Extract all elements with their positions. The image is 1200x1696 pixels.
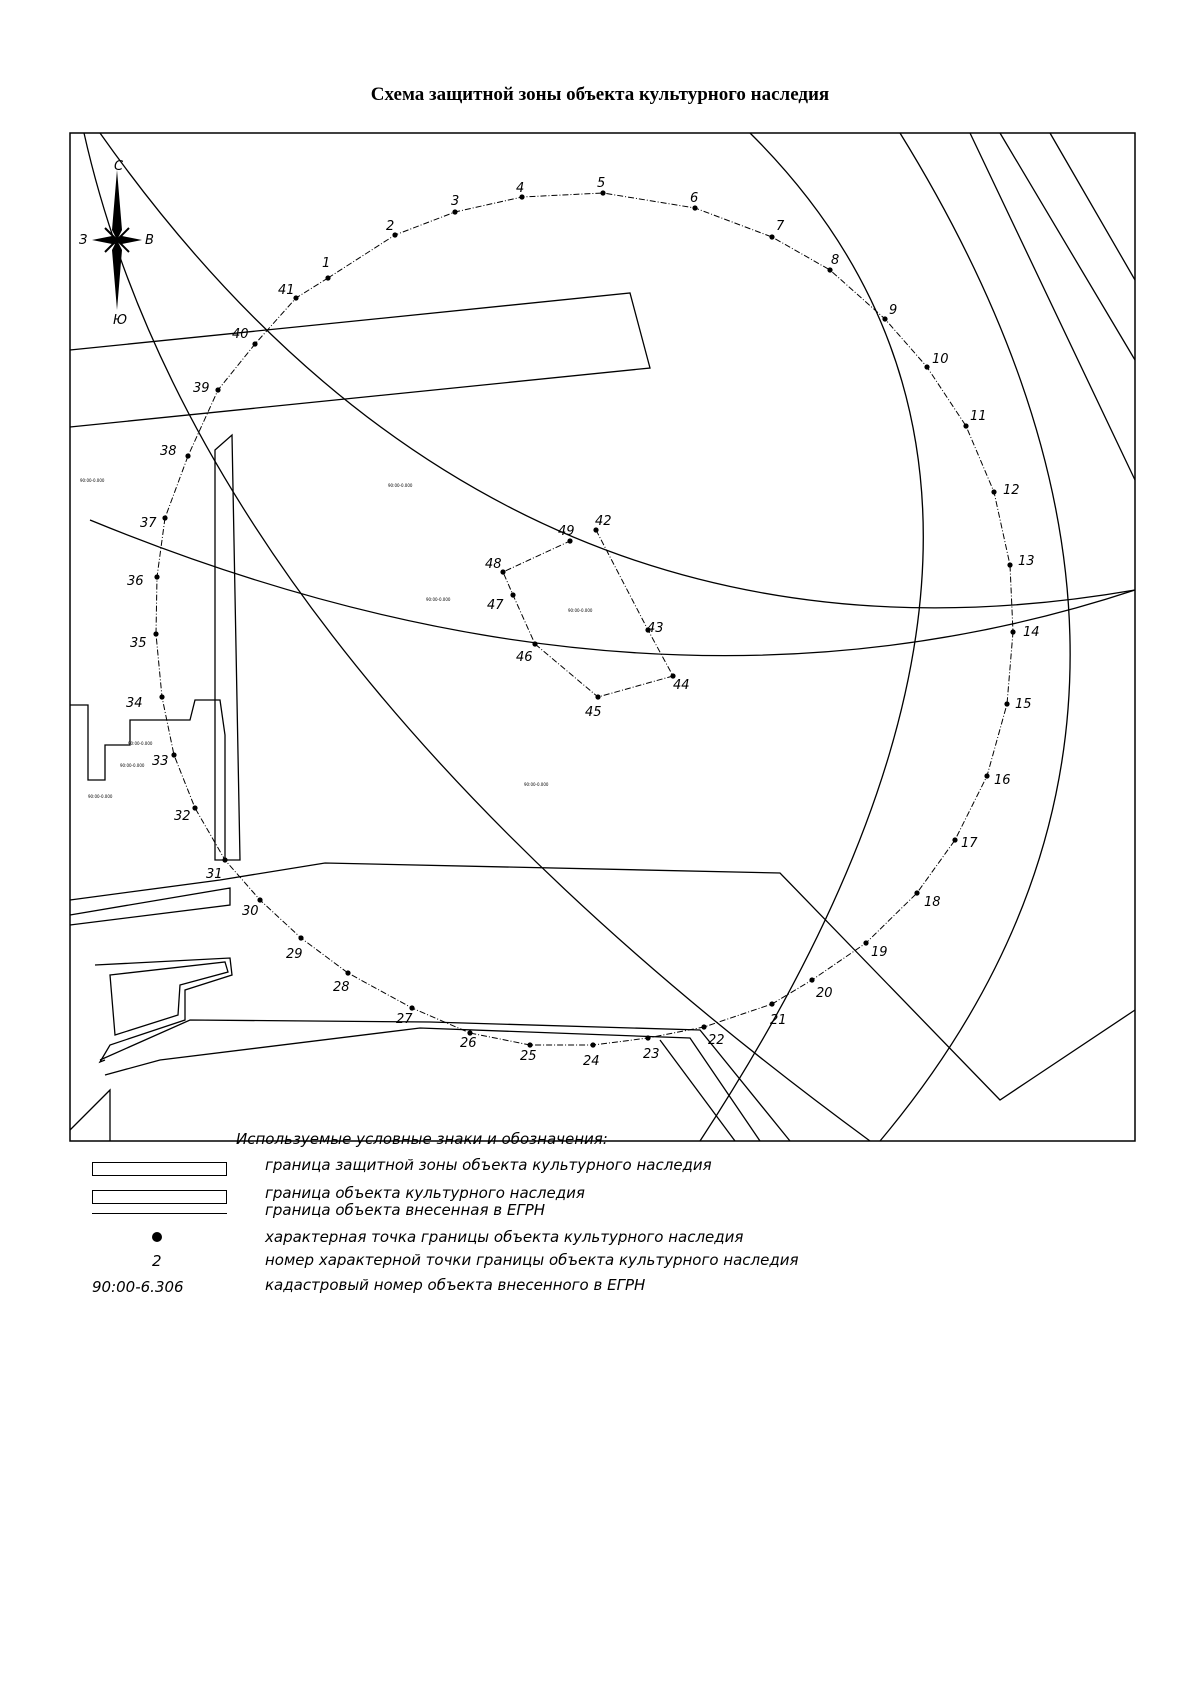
boundary-point-23 [645, 1035, 650, 1040]
point-label-23: 23 [643, 1047, 660, 1062]
point-label-7: 7 [776, 219, 785, 234]
boundary-point-12 [991, 489, 996, 494]
point-label-19: 19 [871, 945, 888, 960]
egrn-strip-lower [70, 888, 230, 925]
boundary-point-19 [863, 940, 868, 945]
point-label-20: 20 [816, 986, 833, 1001]
boundary-point-8 [827, 267, 832, 272]
point-label-4: 4 [516, 181, 525, 196]
boundary-point-16 [984, 773, 989, 778]
point-label-37: 37 [140, 516, 157, 531]
point-label-27: 27 [396, 1012, 413, 1027]
point-label-40: 40 [232, 327, 249, 342]
boundary-point-14 [1010, 629, 1015, 634]
legend-title: Используемые условные знаки и обозначения: [236, 1130, 608, 1148]
boundary-point-25 [527, 1042, 532, 1047]
boundary-point-49 [567, 538, 572, 543]
legend-label-number: номер характерной точки границы объекта культурного наследия [265, 1251, 799, 1269]
legend-symbol-zone [92, 1162, 227, 1176]
point-label-26: 26 [460, 1036, 477, 1051]
legend-label-zone: граница защитной зоны объекта культурного наследия [265, 1156, 712, 1174]
compass-rose-icon [79, 159, 154, 328]
point-label-24: 24 [583, 1054, 600, 1069]
boundary-point-39 [215, 387, 220, 392]
point-label-38: 38 [160, 444, 177, 459]
boundary-point-17 [952, 837, 957, 842]
point-label-1: 1 [322, 256, 331, 271]
point-label-14: 14 [1023, 625, 1040, 640]
legend-label-heritage: граница объекта культурного наследия [265, 1184, 585, 1202]
point-label-10: 10 [932, 352, 949, 367]
point-label-9: 9 [889, 303, 898, 318]
egrn-arc-5 [90, 520, 1135, 656]
boundary-point-6 [692, 205, 697, 210]
boundary-point-35 [153, 631, 158, 636]
boundary-point-3 [452, 209, 457, 214]
point-label-41: 41 [278, 283, 295, 298]
boundary-point-9 [882, 316, 887, 321]
point-label-35: 35 [130, 636, 147, 651]
egrn-pier-2 [110, 962, 228, 1035]
map-frame [70, 133, 1135, 1141]
legend-label-cadastral: кадастровый номер объекта внесенного в ЕГРН [265, 1276, 646, 1294]
point-label-43: 43 [647, 621, 664, 636]
legend-label-egrn: граница объекта внесенная в ЕГРН [265, 1201, 546, 1219]
point-label-36: 36 [127, 574, 144, 589]
point-label-5: 5 [597, 176, 606, 191]
point-label-28: 28 [333, 980, 350, 995]
egrn-arc-1 [84, 133, 870, 1141]
point-label-32: 32 [174, 809, 191, 824]
page-title: Схема защитной зоны объекта культурного наследия [370, 84, 830, 105]
boundary-point-1 [325, 275, 330, 280]
point-label-31: 31 [206, 867, 223, 882]
egrn-band-upper [70, 293, 650, 427]
boundary-point-13 [1007, 562, 1012, 567]
boundary-point-28 [345, 970, 350, 975]
cadastral-label: 90:00-0.000 [88, 794, 113, 799]
boundary-point-33 [171, 752, 176, 757]
boundary-point-31 [222, 857, 227, 862]
point-label-49: 49 [558, 524, 575, 539]
boundary-point-5 [600, 190, 605, 195]
point-label-18: 18 [924, 895, 941, 910]
legend-symbol-heritage [92, 1190, 227, 1204]
legend-label-point: характерная точка границы объекта культурного наследия [265, 1228, 744, 1246]
point-label-33: 33 [152, 754, 169, 769]
legend-symbol-number: 2 [152, 1252, 162, 1270]
boundary-point-21 [769, 1001, 774, 1006]
compass-south: Ю [113, 313, 128, 328]
boundary-point-10 [924, 364, 929, 369]
point-label-48: 48 [485, 557, 502, 572]
legend-symbol-egrn [92, 1213, 227, 1214]
cadastral-label: 90:00-0.000 [120, 763, 145, 768]
point-label-25: 25 [520, 1049, 537, 1064]
egrn-vertical-strip [215, 435, 240, 860]
compass-west: З [79, 233, 88, 248]
point-label-13: 13 [1018, 554, 1035, 569]
point-label-30: 30 [242, 904, 259, 919]
boundary-point-37 [162, 515, 167, 520]
egrn-arc-3 [700, 133, 923, 1141]
point-label-46: 46 [516, 650, 533, 665]
cadastral-label: 90:00-0.000 [568, 608, 593, 613]
boundary-point-11 [963, 423, 968, 428]
point-label-39: 39 [193, 381, 210, 396]
compass-east: В [145, 233, 154, 248]
legend-symbol-cadastral: 90:00-6.306 [92, 1278, 184, 1296]
point-label-34: 34 [126, 696, 143, 711]
point-label-8: 8 [831, 253, 840, 268]
point-label-3: 3 [451, 194, 460, 209]
egrn-road [660, 1040, 735, 1141]
cadastral-label: 90:00-0.000 [80, 478, 105, 483]
point-label-45: 45 [585, 705, 602, 720]
boundary-point-34 [159, 694, 164, 699]
boundary-point-47 [510, 592, 515, 597]
boundary-point-26 [467, 1030, 472, 1035]
point-label-6: 6 [690, 191, 699, 206]
point-label-21: 21 [770, 1013, 787, 1028]
boundary-point-29 [298, 935, 303, 940]
cadastral-label: 90:00-0.000 [388, 483, 413, 488]
point-label-29: 29 [286, 947, 303, 962]
boundary-point-18 [914, 890, 919, 895]
point-label-17: 17 [961, 836, 978, 851]
point-label-2: 2 [386, 219, 395, 234]
protection-zone-boundary [126, 176, 1040, 1069]
boundary-point-38 [185, 453, 190, 458]
point-label-22: 22 [708, 1033, 725, 1048]
egrn-line-b [1050, 133, 1135, 280]
egrn-building [70, 700, 225, 860]
point-label-44: 44 [673, 678, 690, 693]
point-label-47: 47 [487, 598, 504, 613]
egrn-corner [70, 1090, 110, 1141]
egrn-pier-1 [95, 958, 232, 1062]
cadastral-label: 90:00-0.000 [128, 741, 153, 746]
cadastral-label: 90:00-0.000 [426, 597, 451, 602]
heritage-line [503, 530, 673, 697]
boundary-point-20 [809, 977, 814, 982]
boundary-point-46 [532, 641, 537, 646]
boundary-point-15 [1004, 701, 1009, 706]
boundary-point-7 [769, 234, 774, 239]
point-label-12: 12 [1003, 483, 1020, 498]
cadastral-label: 90:00-0.000 [524, 782, 549, 787]
point-label-42: 42 [595, 514, 612, 529]
boundary-point-30 [257, 897, 262, 902]
legend-symbol-point [152, 1232, 162, 1242]
egrn-lower-edge-2 [105, 1028, 760, 1141]
egrn-boundaries [70, 133, 1135, 1141]
egrn-line-a [1000, 133, 1135, 360]
boundary-point-32 [192, 805, 197, 810]
point-label-16: 16 [994, 773, 1011, 788]
egrn-line-c [970, 133, 1135, 480]
boundary-point-36 [154, 574, 159, 579]
boundary-point-27 [409, 1005, 414, 1010]
boundary-point-22 [701, 1024, 706, 1029]
point-label-15: 15 [1015, 697, 1032, 712]
cadastral-labels [80, 478, 593, 799]
boundary-point-45 [595, 694, 600, 699]
boundary-point-40 [252, 341, 257, 346]
compass-north: С [114, 159, 124, 174]
boundary-point-24 [590, 1042, 595, 1047]
egrn-arc-2 [100, 133, 1135, 608]
heritage-object-boundary [485, 514, 690, 720]
point-label-11: 11 [970, 409, 987, 424]
